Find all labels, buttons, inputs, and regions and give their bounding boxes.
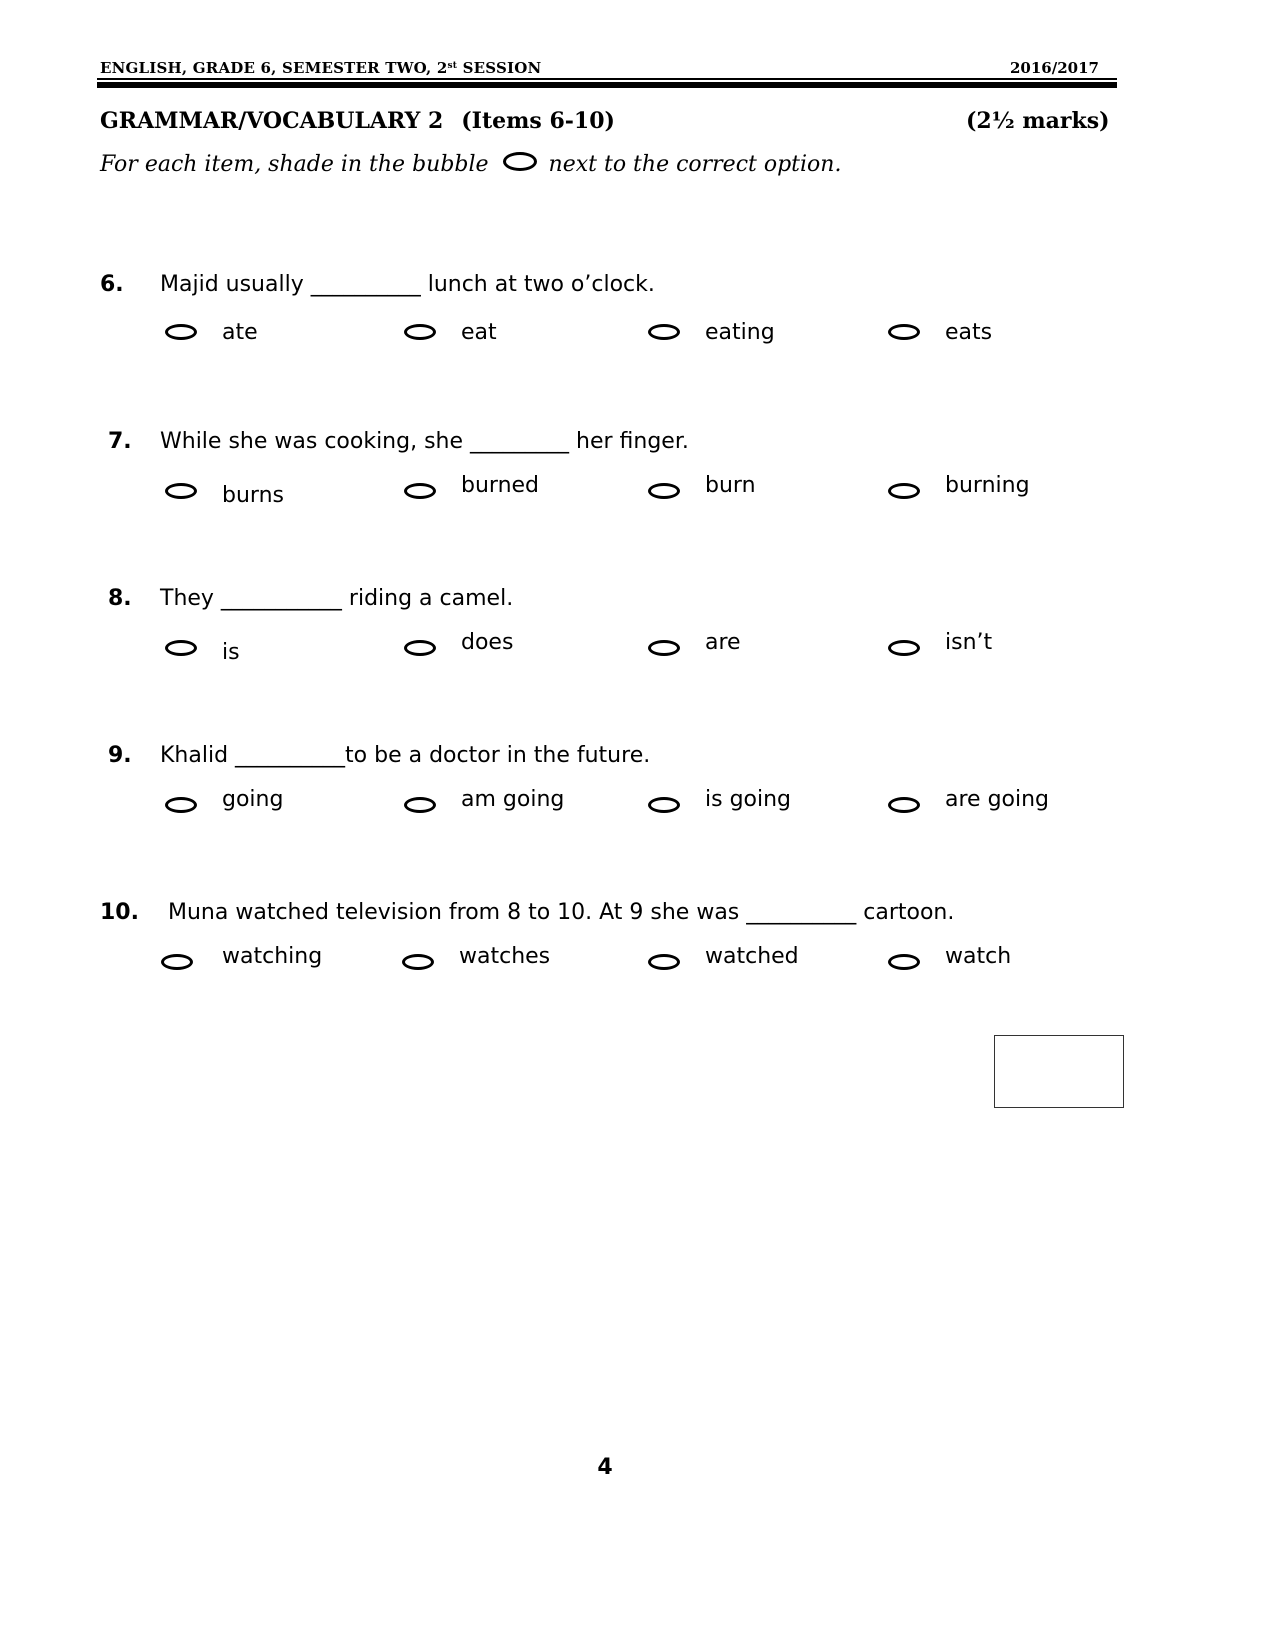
bubble-icon[interactable] bbox=[404, 324, 436, 340]
option-label: burns bbox=[222, 483, 284, 508]
question-7 bbox=[0, 429, 1275, 519]
option-label: eat bbox=[461, 320, 497, 345]
option-label: burn bbox=[705, 473, 756, 498]
option-label: ate bbox=[222, 320, 258, 345]
option-label: am going bbox=[461, 787, 565, 812]
bubble-icon[interactable] bbox=[165, 483, 197, 499]
option-label: watch bbox=[945, 944, 1012, 969]
header-divider-thin bbox=[97, 78, 1117, 80]
bubble-icon[interactable] bbox=[404, 797, 436, 813]
bubble-icon[interactable] bbox=[648, 640, 680, 656]
bubble-icon[interactable] bbox=[404, 640, 436, 656]
question-10 bbox=[0, 900, 1275, 990]
header-year: 2016/2017 bbox=[1010, 59, 1099, 77]
question-number: 9. bbox=[108, 743, 132, 768]
question-text: Khalid __________to be a doctor in the future. bbox=[160, 743, 651, 768]
question-number: 8. bbox=[108, 586, 132, 611]
option-label: watching bbox=[222, 944, 323, 969]
header-title-end: SESSION bbox=[457, 59, 542, 77]
option-label: burned bbox=[461, 473, 540, 498]
option-label: are going bbox=[945, 787, 1050, 812]
section-title bbox=[100, 108, 615, 134]
option-label: going bbox=[222, 787, 284, 812]
page-number: 4 bbox=[597, 1455, 613, 1480]
question-number: 6. bbox=[100, 272, 124, 297]
bubble-icon[interactable] bbox=[648, 483, 680, 499]
bubble-icon[interactable] bbox=[888, 954, 920, 970]
option-label: is going bbox=[705, 787, 792, 812]
option-label: burning bbox=[945, 473, 1030, 498]
question-text: While she was cooking, she _________ her finger. bbox=[160, 429, 689, 454]
bubble-icon[interactable] bbox=[648, 797, 680, 813]
question-9 bbox=[0, 743, 1275, 833]
question-text: They ___________ riding a camel. bbox=[160, 586, 514, 611]
option-label: are bbox=[705, 630, 741, 655]
option-label: eats bbox=[945, 320, 993, 345]
bubble-icon[interactable] bbox=[888, 324, 920, 340]
instructions bbox=[100, 152, 841, 177]
bubble-icon[interactable] bbox=[888, 797, 920, 813]
question-6 bbox=[0, 272, 1275, 362]
option-label: does bbox=[461, 630, 514, 655]
option-label: isn’t bbox=[945, 630, 993, 655]
instructions-after: next to the correct option. bbox=[548, 152, 842, 177]
header-title: ENGLISH, GRADE 6, SEMESTER TWO, 2 bbox=[100, 59, 448, 77]
question-8 bbox=[0, 586, 1275, 676]
bubble-icon[interactable] bbox=[404, 483, 436, 499]
header-divider-thick bbox=[97, 82, 1117, 88]
question-text: Majid usually __________ lunch at two o’clock. bbox=[160, 272, 655, 297]
bubble-icon[interactable] bbox=[888, 640, 920, 656]
question-number: 10. bbox=[100, 900, 139, 925]
bubble-icon[interactable] bbox=[888, 483, 920, 499]
section-title-text: GRAMMAR/VOCABULARY 2 bbox=[100, 108, 444, 134]
instructions-before: For each item, shade in the bubble bbox=[100, 152, 489, 177]
bubble-icon[interactable] bbox=[648, 954, 680, 970]
bubble-icon[interactable] bbox=[165, 640, 197, 656]
bubble-icon[interactable] bbox=[161, 954, 193, 970]
option-label: watched bbox=[705, 944, 799, 969]
header-title-superscript: st bbox=[447, 61, 458, 71]
question-text: Muna watched television from 8 to 10. At 9 she was __________ cartoon. bbox=[168, 900, 955, 925]
bubble-icon[interactable] bbox=[648, 324, 680, 340]
bubble-icon[interactable] bbox=[165, 324, 197, 340]
bubble-icon[interactable] bbox=[165, 797, 197, 813]
document-header bbox=[100, 59, 541, 77]
bubble-icon[interactable] bbox=[402, 954, 434, 970]
question-number: 7. bbox=[108, 429, 132, 454]
section-items-range: (Items 6-10) bbox=[461, 108, 615, 134]
option-label: watches bbox=[459, 944, 551, 969]
section-marks: (2½ marks) bbox=[966, 108, 1110, 134]
option-label: is bbox=[222, 640, 240, 665]
option-label: eating bbox=[705, 320, 775, 345]
score-box[interactable] bbox=[994, 1035, 1124, 1108]
bubble-sample-icon bbox=[503, 152, 537, 171]
